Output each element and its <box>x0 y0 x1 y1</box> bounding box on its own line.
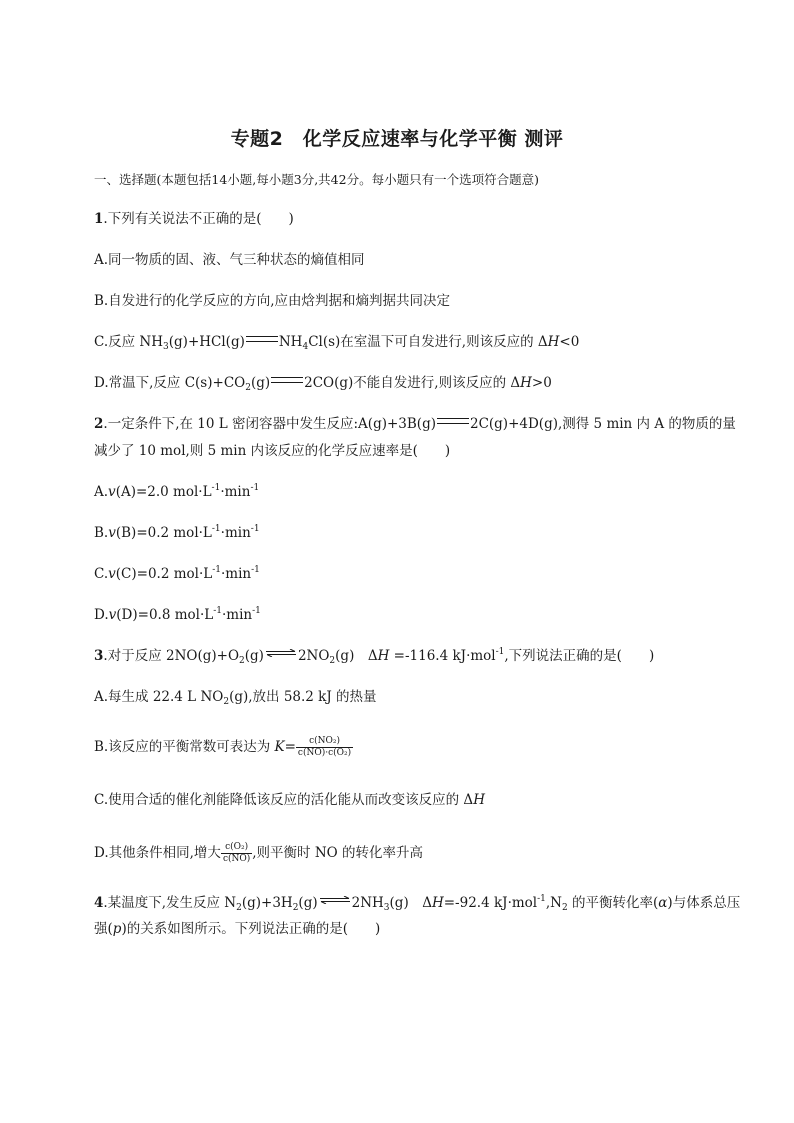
subscript: 3 <box>383 903 390 913</box>
text: =-116.4 kJ·mol <box>389 648 496 664</box>
stem-text: .下列有关说法不正确的是( ) <box>103 211 294 227</box>
text: (g)+HCl(g) <box>168 334 245 350</box>
text: 2NO <box>297 648 330 664</box>
fraction <box>296 736 353 759</box>
equilibrium-constant-symbol: K <box>274 739 285 755</box>
text: C. <box>94 566 109 582</box>
text: Cl(s)在室温下可自发进行,则该反应的 Δ <box>308 334 548 350</box>
text: >0 <box>531 375 552 391</box>
text: (g)+3H <box>241 895 293 911</box>
text: C.反应 NH <box>94 334 164 350</box>
superscript: -1 <box>212 565 222 575</box>
question-4-stem-line-1 <box>94 894 740 912</box>
page-title: 专题2 化学反应速率与化学平衡 测评 <box>230 128 564 150</box>
rate-symbol: v <box>108 566 116 582</box>
enthalpy-symbol: H <box>547 334 560 350</box>
text: ·min <box>222 607 253 623</box>
text: ,下列说法正确的是( ) <box>504 648 655 664</box>
text: D.其他条件相同,增大 <box>94 845 221 861</box>
text: 的平衡转化率( <box>567 895 659 911</box>
text: (g) Δ <box>335 648 378 664</box>
question-3-option-a <box>94 688 377 706</box>
equals-sign <box>271 377 303 383</box>
rate-symbol: v <box>108 607 117 623</box>
pressure-symbol: p <box>112 921 122 937</box>
question-2-stem-line-1 <box>94 415 736 433</box>
alpha-symbol: α <box>658 895 668 911</box>
reversible-arrow-icon <box>266 649 296 657</box>
superscript: -1 <box>252 606 261 616</box>
text: 2CO(g)不能自发进行,则该反应的 Δ <box>304 375 521 391</box>
question-number: 1 <box>94 211 104 227</box>
text: )与体系总压 <box>667 895 741 911</box>
text: = <box>284 739 296 755</box>
subscript: 2 <box>245 383 251 393</box>
question-4-stem-line-2 <box>94 920 380 938</box>
subscript: 2 <box>239 656 245 666</box>
question-2-option-a <box>94 483 259 501</box>
rate-symbol: v <box>108 484 116 500</box>
enthalpy-symbol: H <box>377 648 390 664</box>
text: ,则平衡时 NO 的转化率升高 <box>252 845 424 861</box>
text: .一定条件下,在 10 L 密闭容器中发生反应:A(g)+3B(g) <box>103 416 436 432</box>
superscript: -1 <box>213 606 222 616</box>
fraction <box>221 842 252 865</box>
subscript: 2 <box>329 656 336 666</box>
subscript: 2 <box>236 903 242 913</box>
text: ·min <box>220 484 251 500</box>
text: B.该反应的平衡常数可表达为 <box>94 739 275 755</box>
enthalpy-symbol: H <box>473 792 485 808</box>
text: 2NH <box>351 895 384 911</box>
superscript: -1 <box>495 647 505 657</box>
text: =-92.4 kJ·mol <box>443 895 538 911</box>
superscript: -1 <box>250 483 260 493</box>
fraction-denominator: c(NO)·c(O₂) <box>297 748 352 758</box>
text: B. <box>94 525 109 541</box>
text: (g) Δ <box>389 895 432 911</box>
question-1-option-a: A.同一物质的固、液、气三种状态的熵值相同 <box>94 252 365 268</box>
text: (C)=0.2 mol·L <box>115 566 213 582</box>
text: (g),放出 58.2 kJ 的热量 <box>229 689 377 705</box>
fraction-numerator: c(O₂) <box>221 842 252 854</box>
text: ,N <box>545 895 562 911</box>
question-3-option-c <box>94 791 485 809</box>
section-heading: 一、选择题(本题包括14小题,每小题3分,共42分。每小题只有一个选项符合题意) <box>94 172 539 187</box>
enthalpy-symbol: H <box>431 895 444 911</box>
text: ·min <box>221 566 252 582</box>
rate-symbol: v <box>108 525 116 541</box>
text: .某温度下,发生反应 N <box>103 895 237 911</box>
superscript: -1 <box>537 894 546 904</box>
question-3-stem <box>94 647 654 665</box>
superscript: -1 <box>251 565 260 575</box>
subscript: 3 <box>163 342 169 352</box>
question-3-option-b <box>94 736 353 759</box>
text: (A)=2.0 mol·L <box>115 484 212 500</box>
fraction-numerator: c(NO₂) <box>296 736 353 748</box>
text: A.每生成 22.4 L NO <box>94 689 224 705</box>
subscript: 2 <box>562 903 568 913</box>
superscript: -1 <box>211 524 221 534</box>
superscript: -1 <box>211 483 221 493</box>
question-number: 3 <box>94 648 104 664</box>
question-1-option-b: B.自发进行的化学反应的方向,应由焓判据和熵判据共同决定 <box>94 293 451 309</box>
text: (D)=0.8 mol·L <box>116 607 214 623</box>
question-number: 4 <box>94 895 104 911</box>
question-1-stem <box>94 210 294 228</box>
superscript: -1 <box>250 524 260 534</box>
text: ·min <box>220 525 251 541</box>
text: (B)=0.2 mol·L <box>115 525 212 541</box>
text: <0 <box>559 334 580 350</box>
text: D. <box>94 607 109 623</box>
question-number: 2 <box>94 416 104 432</box>
subscript: 4 <box>302 342 309 352</box>
enthalpy-symbol: H <box>520 375 532 391</box>
text: (g) <box>250 375 271 391</box>
text: (g) <box>244 648 264 664</box>
reversible-arrow-icon <box>320 896 350 904</box>
question-1-option-c <box>94 333 579 351</box>
subscript: 2 <box>223 697 230 707</box>
equals-sign <box>437 418 469 424</box>
question-3-option-d <box>94 842 423 865</box>
text: 强( <box>94 921 113 937</box>
question-1-option-d <box>94 374 552 392</box>
question-2-option-c <box>94 565 260 583</box>
equals-sign <box>246 336 278 342</box>
text: D.常温下,反应 C(s)+CO <box>94 375 246 391</box>
text: 2C(g)+4D(g),测得 5 min 内 A 的物质的量 <box>469 416 736 432</box>
question-2-stem-line-2: 减少了 10 mol,则 5 min 内该反应的化学反应速率是( ) <box>94 443 451 459</box>
subscript: 2 <box>292 903 299 913</box>
question-2-option-d <box>94 606 261 624</box>
text: .对于反应 2NO(g)+O <box>103 648 240 664</box>
text: )的关系如图所示。下列说法正确的是( ) <box>121 921 381 937</box>
text: A. <box>94 484 109 500</box>
question-2-option-b <box>94 524 260 542</box>
text: NH <box>278 334 303 350</box>
fraction-denominator: c(NO) <box>222 854 251 864</box>
text: (g) <box>298 895 318 911</box>
text: C.使用合适的催化剂能降低该反应的活化能从而改变该反应的 Δ <box>94 792 474 808</box>
